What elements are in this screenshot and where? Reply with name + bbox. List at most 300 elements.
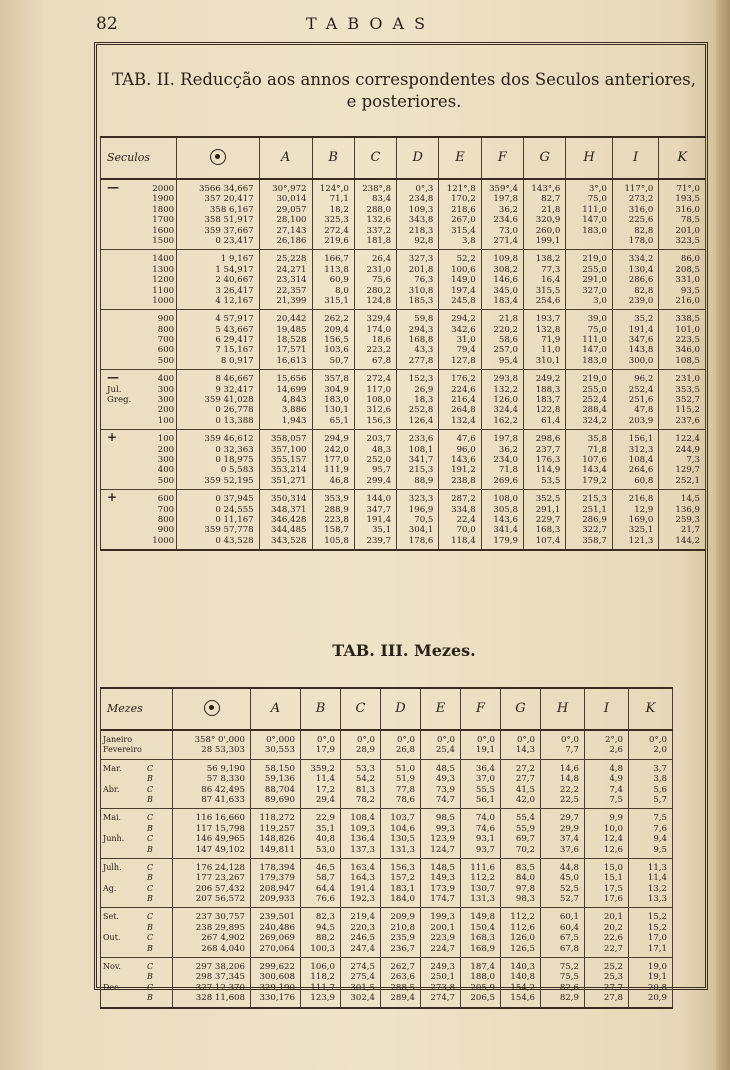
value-i: 60,8: [634, 475, 654, 486]
value-h: 291,0: [582, 275, 607, 286]
value-b: 242,0: [324, 444, 349, 455]
value-b: 183,0: [324, 395, 349, 406]
header-col-i: I: [612, 137, 659, 179]
value-g: 42,0: [515, 794, 535, 805]
tab2-group-mark: —: [107, 180, 119, 194]
value-k: 208,5: [675, 264, 700, 275]
era-label: [107, 416, 131, 426]
value-g: 0°,0: [517, 735, 535, 745]
value-a: 30,014: [276, 194, 307, 205]
header-sun-symbol: [173, 688, 251, 730]
sun-value: 298 37,345: [195, 972, 245, 983]
tab3-cell-c: [341, 759, 381, 809]
value-h: 327,0: [582, 285, 607, 296]
value-k: 20,8: [647, 982, 667, 993]
value-e: 294,2: [451, 314, 476, 325]
tab3-cell-k: [629, 958, 673, 1008]
value-h: 183,0: [582, 225, 607, 236]
value-c: 302,4: [350, 993, 375, 1004]
sun-value: 4 57,917: [215, 314, 254, 325]
tab3-cell-b: [301, 759, 341, 809]
value-k: 5,6: [653, 784, 667, 795]
value-h: 35,8: [587, 434, 607, 445]
value-g: 112,2: [510, 912, 535, 923]
header-col-e: E: [421, 688, 461, 730]
value-k: 323,5: [675, 235, 700, 246]
value-a: 30°,972: [272, 184, 307, 194]
year-value: 600: [157, 345, 175, 356]
month-line: [103, 785, 170, 795]
value-d: 131,3: [390, 844, 415, 855]
value-a: 24,271: [276, 264, 307, 275]
value-f: 56,1: [475, 794, 495, 805]
value-d: 184,0: [390, 894, 415, 905]
value-c: 203,7: [366, 434, 392, 445]
value-i: 17,6: [603, 894, 623, 905]
value-a: 3,886: [281, 405, 307, 416]
year-value: 300: [157, 384, 175, 395]
value-a: 346,428: [270, 514, 307, 525]
value-c: 75,6: [371, 275, 392, 286]
value-c: 312,6: [366, 405, 392, 416]
value-b: 304,9: [324, 384, 349, 395]
value-b: 53,0: [315, 844, 335, 855]
value-d: 152,3: [408, 374, 434, 385]
value-a: 22,357: [276, 285, 307, 296]
value-g: 69,7: [515, 834, 535, 845]
tab3-cell-e: [421, 759, 461, 809]
value-f: 95,4: [498, 355, 518, 366]
value-i: 239,0: [628, 295, 654, 306]
header-col-k: K: [629, 688, 673, 730]
value-b: 18,2: [329, 204, 349, 215]
header-col-h: H: [566, 137, 613, 179]
value-a: 18,528: [276, 335, 307, 346]
month-line: [103, 923, 170, 933]
value-d: 0°,3: [415, 184, 434, 194]
month-type: B: [147, 943, 153, 953]
value-e: 3,8: [462, 235, 476, 246]
tab3-cell-k: [629, 908, 673, 958]
value-c: 272,4: [366, 374, 392, 385]
value-a: 350,314: [270, 494, 307, 505]
value-a: 355,157: [270, 454, 307, 465]
value-k: 17,0: [647, 933, 667, 944]
value-c: 108,0: [366, 395, 392, 406]
tab2-cell-b: [312, 490, 354, 550]
value-i: 82,8: [634, 225, 654, 236]
value-d: 196,9: [408, 504, 434, 515]
tab2-years-cell: [101, 490, 177, 550]
value-d: 18,3: [414, 395, 434, 406]
value-e: 238,8: [451, 475, 476, 486]
value-g: 70,2: [515, 844, 535, 855]
sun-value: 2 40,667: [215, 275, 254, 286]
value-i: 82,8: [634, 285, 654, 296]
value-i: 96,2: [634, 374, 654, 385]
value-b: 11,4: [315, 774, 335, 785]
sun-value: 0 43,528: [215, 535, 254, 546]
month-name: Janeiro: [103, 735, 133, 744]
value-c: 219,4: [350, 912, 375, 923]
header-col-b: B: [301, 688, 341, 730]
month-type: B: [147, 844, 153, 854]
value-g: 107,4: [535, 535, 561, 546]
month-line: [103, 813, 170, 823]
value-i: 7,4: [609, 784, 623, 795]
value-h: 39,0: [587, 314, 607, 325]
value-d: 323,3: [408, 494, 434, 505]
value-a: 300,608: [259, 972, 295, 983]
value-g: 122,8: [535, 405, 561, 416]
month-type: C: [147, 912, 154, 922]
value-b: 65,1: [329, 415, 349, 426]
value-b: 223,8: [324, 514, 349, 525]
value-d: 92,8: [414, 235, 434, 246]
value-i: 169,0: [628, 514, 654, 525]
value-a: 88,704: [264, 784, 295, 795]
value-g: 315,5: [535, 285, 561, 296]
value-b: 315,1: [324, 295, 349, 306]
tab2-cell-i: [612, 179, 659, 250]
value-a: 178,394: [259, 862, 295, 873]
value-a: 118,272: [259, 813, 295, 824]
value-a: 59,136: [264, 774, 295, 785]
value-c: 275,4: [350, 972, 375, 983]
value-c: 347,7: [366, 504, 392, 515]
tab2-cell-h: [566, 490, 613, 550]
value-b: 288,9: [324, 504, 349, 515]
tab3-table: [100, 687, 673, 1009]
value-h: 252,4: [582, 395, 607, 406]
tab2-cell-d: [397, 250, 439, 310]
sun-value: 327 12,370: [195, 982, 245, 993]
tab2-group: [101, 310, 706, 370]
value-i: 27,7: [603, 982, 623, 993]
month-type: B: [147, 774, 153, 784]
value-i: 251,6: [628, 395, 654, 406]
tab2-cell-h: [566, 179, 613, 250]
value-e: 249,3: [430, 962, 455, 973]
tab2-cell-g: [524, 310, 566, 370]
tab2-sun-cell: [177, 179, 260, 250]
tab3-cell-a: [251, 759, 301, 809]
sun-value: 0 23,417: [215, 235, 254, 246]
tab3-cell-e: [421, 809, 461, 859]
year-value: 400: [157, 374, 175, 385]
year-value: 1300: [152, 264, 175, 275]
value-b: 103,6: [324, 345, 349, 356]
tab2-group-mark: +: [107, 430, 118, 445]
sun-value: 359 52,195: [204, 475, 254, 486]
value-e: 148,5: [430, 862, 455, 873]
value-f: 36,2: [498, 444, 518, 455]
tab3-cell-k: [629, 730, 673, 759]
header-col-h: H: [541, 688, 585, 730]
value-k: 9,5: [653, 844, 667, 855]
value-g: 27,7: [515, 774, 535, 785]
header-col-e: E: [439, 137, 481, 179]
value-f: 162,2: [493, 415, 518, 426]
tab3-month-cell: [101, 730, 173, 759]
value-h: 358,7: [582, 535, 607, 546]
month-name: Out.: [103, 933, 121, 943]
value-f: 74,6: [475, 823, 495, 834]
value-g: 11,0: [541, 345, 561, 356]
value-f: 36,4: [475, 763, 495, 774]
month-type: B: [147, 873, 153, 883]
value-c: 164,3: [350, 873, 375, 884]
value-e: 245,8: [451, 295, 476, 306]
value-c: 181,8: [366, 235, 392, 246]
tab2-cell-e: [439, 179, 481, 250]
year-value: 1600: [152, 225, 175, 236]
tab3-cell-k: [629, 858, 673, 908]
value-i: 12,9: [634, 504, 654, 515]
sun-value: 238 29,895: [195, 922, 245, 933]
month-labels: [103, 912, 170, 954]
value-a: 25,228: [276, 254, 307, 265]
value-g: 291,1: [535, 504, 561, 515]
tab2-cell-i: [612, 250, 659, 310]
value-k: 144,2: [675, 535, 700, 546]
tab2-cell-d: [397, 310, 439, 370]
value-b: 177,0: [324, 454, 349, 465]
tab2-cell-g: [524, 179, 566, 250]
tab2-cell-f: [481, 430, 523, 490]
tab2-cell-b: [312, 370, 354, 430]
value-c: 95,7: [371, 465, 392, 476]
value-i: 334,2: [628, 254, 654, 265]
sun-value: 358 51,917: [204, 215, 254, 226]
sun-value: 177 23,267: [195, 873, 245, 884]
tab3-sun-cell: [173, 759, 251, 809]
running-title: TABOAS: [306, 14, 436, 33]
month-labels: [103, 764, 170, 806]
value-i: 264,6: [628, 465, 654, 476]
value-g: 352,5: [535, 494, 561, 505]
value-b: 219,6: [324, 235, 349, 246]
value-f: 197,8: [493, 434, 518, 445]
value-e: 267,0: [451, 215, 476, 226]
value-c: 329,4: [366, 314, 392, 325]
value-h: 75,2: [559, 962, 579, 973]
value-i: 25,3: [603, 972, 623, 983]
sun-value: 5 43,667: [215, 324, 254, 335]
year-value: 200: [157, 405, 175, 416]
value-k: 259,3: [675, 514, 700, 525]
tab2-cell-e: [439, 250, 481, 310]
value-g: 14,3: [515, 745, 535, 756]
value-c: 136,4: [350, 834, 375, 845]
value-d: 76,3: [414, 275, 434, 286]
month-line: [103, 873, 170, 883]
month-line: [103, 834, 170, 844]
value-k: 17,1: [647, 943, 667, 954]
tab2-sun-cell: [177, 490, 260, 550]
tab3-cell-k: [629, 809, 673, 859]
value-f: 93,1: [475, 834, 495, 845]
value-f: 324,4: [493, 405, 518, 416]
tab3-cell-b: [301, 809, 341, 859]
month-line: [103, 824, 170, 834]
month-type: C: [147, 862, 154, 872]
tab2-cell-k: [659, 310, 706, 370]
value-k: 11,4: [647, 873, 667, 884]
value-k: 3,8: [653, 774, 667, 785]
month-line: [103, 912, 170, 922]
header-col-c: C: [341, 688, 381, 730]
value-d: 26,9: [414, 384, 434, 395]
value-f: 126,0: [493, 395, 518, 406]
value-g: 229,7: [535, 514, 561, 525]
value-f: 0°,0: [477, 735, 495, 745]
tab3-cell-d: [381, 958, 421, 1008]
tab3-cell-d: [381, 759, 421, 809]
value-d: 304,1: [408, 525, 434, 536]
value-k: 78,5: [680, 215, 700, 226]
value-k: 15,2: [647, 912, 667, 923]
tab3-month-cell: [101, 759, 173, 809]
value-c: 53,3: [355, 763, 375, 774]
value-h: 22,2: [559, 784, 579, 795]
value-c: 192,3: [350, 894, 375, 905]
tab2-years-cell: [101, 310, 177, 370]
value-g: 310,1: [535, 355, 561, 366]
sun-value: 56 9,190: [206, 763, 245, 774]
sun-value: 0 26,778: [215, 405, 254, 416]
value-g: 320,9: [535, 215, 561, 226]
value-c: 156,3: [366, 415, 392, 426]
tab3-title: TAB. III. Mezes.: [332, 641, 476, 660]
value-a: 358,057: [270, 434, 307, 445]
value-b: 111,9: [324, 465, 349, 476]
tab3-month-cell: [101, 858, 173, 908]
value-b: 100,3: [310, 943, 335, 954]
value-f: 36,2: [498, 204, 518, 215]
year-value: 900: [157, 314, 175, 325]
value-g: 61,4: [541, 415, 561, 426]
value-e: 334,8: [451, 504, 476, 515]
tab3-cell-h: [541, 759, 585, 809]
value-a: 14,699: [276, 384, 307, 395]
value-g: 140,8: [510, 972, 535, 983]
value-b: 94,5: [315, 922, 335, 933]
value-g: 112,6: [510, 922, 535, 933]
value-b: 17,2: [315, 784, 335, 795]
tab2-cell-a: [259, 250, 312, 310]
value-f: 131,3: [470, 894, 495, 905]
value-g: 249,2: [535, 374, 561, 385]
header-col-b: B: [312, 137, 354, 179]
month-line: [103, 795, 170, 805]
value-i: 203,9: [628, 415, 654, 426]
sun-value: 268 4,040: [201, 943, 245, 954]
value-e: 22,4: [456, 514, 476, 525]
value-k: 122,4: [675, 434, 700, 445]
value-a: 0°,000: [266, 735, 295, 745]
tab2-cell-i: [612, 310, 659, 370]
tab3-cell-b: [301, 858, 341, 908]
value-g: 53,5: [541, 475, 561, 486]
value-c: 124,8: [366, 295, 392, 306]
value-k: 11,3: [647, 862, 667, 873]
value-e: 96,0: [456, 444, 476, 455]
value-e: 124,7: [430, 844, 455, 855]
value-b: 158,7: [324, 525, 349, 536]
value-d: 288,5: [390, 982, 415, 993]
value-i: 20,2: [603, 922, 623, 933]
value-h: 29,9: [559, 823, 579, 834]
sun-value: 297 38,206: [195, 962, 245, 973]
value-g: 254,6: [535, 295, 561, 306]
value-e: 170,2: [451, 194, 476, 205]
value-f: 93,7: [475, 844, 495, 855]
value-c: 67,8: [371, 355, 392, 366]
value-f: 341,4: [493, 525, 518, 536]
tab2-years-cell: [101, 370, 177, 430]
value-b: 118,2: [310, 972, 335, 983]
tab2-cell-a: [259, 179, 312, 250]
value-h: 60,4: [559, 922, 579, 933]
value-i: 312,3: [628, 444, 654, 455]
month-line: [103, 884, 170, 894]
value-c: 252,0: [366, 454, 392, 465]
sun-value: 237 30,757: [195, 912, 245, 923]
value-k: 19,0: [647, 962, 667, 973]
year-value: 1800: [152, 204, 175, 215]
value-k: 115,2: [675, 405, 700, 416]
value-f: 183,4: [493, 295, 518, 306]
month-name: Mar.: [103, 763, 122, 773]
value-e: 273,8: [430, 982, 455, 993]
value-d: 108,1: [408, 444, 434, 455]
value-a: 239,501: [259, 912, 295, 923]
value-b: 60,9: [329, 275, 349, 286]
value-g: 27,2: [515, 763, 535, 774]
tab3-cell-f: [461, 958, 501, 1008]
year-value: 1200: [152, 275, 175, 286]
value-k: 201,0: [675, 225, 700, 236]
value-f: 206,5: [470, 993, 495, 1004]
value-f: 234,0: [493, 454, 518, 465]
value-g: 71,9: [541, 335, 561, 346]
value-c: 274,5: [350, 962, 375, 973]
value-a: 19,485: [276, 324, 307, 335]
value-e: 149,3: [430, 873, 455, 884]
tab2-years: [103, 314, 174, 366]
tab2-cell-i: [612, 370, 659, 430]
tab3-cell-h: [541, 858, 585, 908]
value-f: 112,2: [470, 873, 495, 884]
tab3-cell-a: [251, 809, 301, 859]
value-f: 130,7: [470, 883, 495, 894]
month-type: C: [147, 784, 154, 794]
value-a: 329,190: [259, 982, 295, 993]
header-sun-symbol: [177, 137, 260, 179]
month-type: C: [147, 962, 154, 972]
sun-value: 86 42,495: [201, 784, 245, 795]
year-value: 1400: [152, 254, 175, 265]
value-a: 353,214: [270, 465, 307, 476]
value-f: 109,8: [493, 254, 518, 265]
year-value: 500: [157, 475, 175, 486]
value-k: 7,3: [686, 454, 700, 465]
tab2-group: [101, 179, 706, 250]
tab2-group-mark: —: [107, 370, 119, 385]
value-e: 49,3: [435, 774, 455, 785]
value-h: 147,0: [582, 215, 607, 226]
